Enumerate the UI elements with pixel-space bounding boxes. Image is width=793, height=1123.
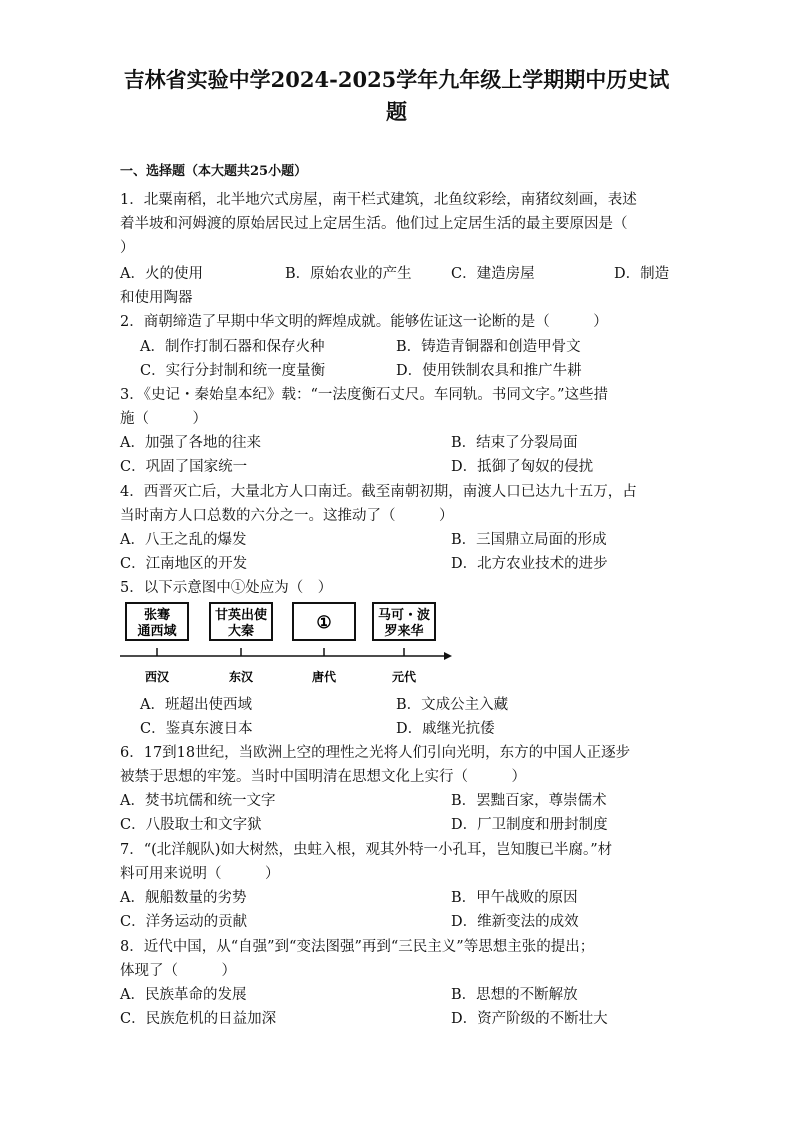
q4-option-a: A．八王之乱的爆发 xyxy=(120,532,247,548)
q8-line1: 8．近代中国，从“自强”到“变法图强”再到“三民主义”等思想主张的提出； xyxy=(120,939,595,955)
q7-line2: 料可用来说明（ ） xyxy=(120,866,280,882)
timeline-box-2 xyxy=(210,603,272,640)
q6-option-d: D．厂卫制度和册封制度 xyxy=(451,817,608,833)
q8-option-c: C．民族危机的日益加深 xyxy=(120,1011,277,1027)
timeline-box-2-text-1: 甘英出使 xyxy=(214,608,268,623)
timeline-label-3: 唐代 xyxy=(311,670,337,684)
q6-line1: 6．17到18世纪，当欧洲上空的理性之光将人们引向光明，东方的中国人正逐步 xyxy=(120,745,631,761)
timeline-box-1 xyxy=(126,603,188,640)
timeline-box-4-text-2: 罗来华 xyxy=(384,624,424,639)
timeline-box-2-text-2: 大秦 xyxy=(227,624,255,639)
q2-option-d: D．使用铁制农具和推广牛耕 xyxy=(396,363,582,379)
timeline-box-1-text-2: 通西域 xyxy=(137,624,177,639)
timeline-box-4 xyxy=(373,603,435,640)
q1-option-a: A．火的使用 xyxy=(120,266,203,282)
q3-line1: 3．《史记・秦始皇本纪》载：“一法度衡石丈尺。车同轨。书同文字。”这些措 xyxy=(120,387,609,403)
exam-title-line2: 题 xyxy=(386,99,407,124)
q3-option-c: C．巩固了国家统一 xyxy=(120,459,248,475)
q4-line2: 当时南方人口总数的六分之一。这推动了（ ） xyxy=(120,508,454,524)
q7-option-a: A．舰船数量的劣势 xyxy=(120,890,247,906)
q8-line2: 体现了（ ） xyxy=(120,963,236,979)
q4-option-d: D．北方农业技术的进步 xyxy=(451,556,608,572)
q4-line1: 4．西晋灭亡后，大量北方人口南迁。截至南朝初期，南渡人口已达九十五万，占 xyxy=(120,484,637,500)
timeline-box-3-text: ① xyxy=(316,613,332,633)
q7-option-c: C．洋务运动的贡献 xyxy=(120,914,248,930)
timeline-diagram xyxy=(118,600,458,692)
q1-line2: 着半坡和河姆渡的原始居民过上定居生活。他们过上定居生活的最主要原因是（ xyxy=(120,216,628,232)
timeline-box-1-text-1: 张骞 xyxy=(143,608,171,623)
timeline-label-2: 东汉 xyxy=(228,670,254,684)
q5-option-d: D．戚继光抗倭 xyxy=(396,721,495,737)
q2-option-a: A．制作打制石器和保存火种 xyxy=(140,339,325,355)
section-header: 一、选择题（本大题共25小题） xyxy=(120,164,308,179)
timeline-box-4-text-1: 马可・波 xyxy=(377,608,431,623)
q2-line1: 2．商朝缔造了早期中华文明的辉煌成就。能够佐证这一论断的是（ ） xyxy=(120,314,608,330)
timeline-label-4: 元代 xyxy=(391,670,417,684)
q8-option-a: A．民族革命的发展 xyxy=(120,987,247,1003)
q3-option-b: B．结束了分裂局面 xyxy=(451,435,578,451)
q1-option-c: C．建造房屋 xyxy=(451,266,535,282)
q3-line2: 施（ ） xyxy=(120,411,207,427)
q7-option-b: B．甲午战败的原因 xyxy=(451,890,578,906)
q3-option-d: D．抵御了匈奴的侵扰 xyxy=(451,459,594,475)
q8-option-d: D．资产阶级的不断壮大 xyxy=(451,1011,608,1027)
q8-option-b: B．思想的不断解放 xyxy=(451,987,578,1003)
q6-option-a: A．焚书坑儒和统一文字 xyxy=(120,793,276,809)
q6-line2: 被禁于思想的牢笼。当时中国明清在思想文化上实行（ ） xyxy=(120,769,526,785)
q5-line1: 5．以下示意图中①处应为（ ） xyxy=(120,580,333,596)
timeline-label-1: 西汉 xyxy=(144,670,170,684)
q5-option-a: A．班超出使西域 xyxy=(140,697,252,713)
q1-option-d: D．制造 xyxy=(614,266,670,282)
exam-title-line1: 吉林省实验中学2024-2025学年九年级上学期期中历史试 xyxy=(123,67,670,92)
q2-option-c: C．实行分封制和统一度量衡 xyxy=(140,363,326,379)
q4-option-c: C．江南地区的开发 xyxy=(120,556,248,572)
q1-option-d-continued: 和使用陶器 xyxy=(120,290,193,306)
q1-option-b: B．原始农业的产生 xyxy=(285,266,412,282)
timeline-box-3 xyxy=(293,603,355,640)
q7-line1: 7．“(北洋舰队)如大树然，虫蛀入根，观其外特一小孔耳，岂知腹已半腐。”材 xyxy=(120,842,613,858)
q4-option-b: B．三国鼎立局面的形成 xyxy=(451,532,607,548)
q7-option-d: D．维新变法的成效 xyxy=(451,914,579,930)
q3-option-a: A．加强了各地的往来 xyxy=(120,435,261,451)
q5-option-c: C．鉴真东渡日本 xyxy=(140,721,253,737)
q6-option-b: B．罢黜百家，尊崇儒术 xyxy=(451,793,607,809)
q2-option-b: B．铸造青铜器和创造甲骨文 xyxy=(396,339,581,355)
q1-line1: 1．北粟南稻，北半地穴式房屋，南干栏式建筑，北鱼纹彩绘，南猪纹刻画，表述 xyxy=(120,192,637,208)
q6-option-c: C．八股取士和文字狱 xyxy=(120,817,262,833)
q1-line3: ） xyxy=(120,240,135,256)
q5-option-b: B．文成公主入藏 xyxy=(396,697,509,713)
timeline-arrow xyxy=(444,652,452,660)
